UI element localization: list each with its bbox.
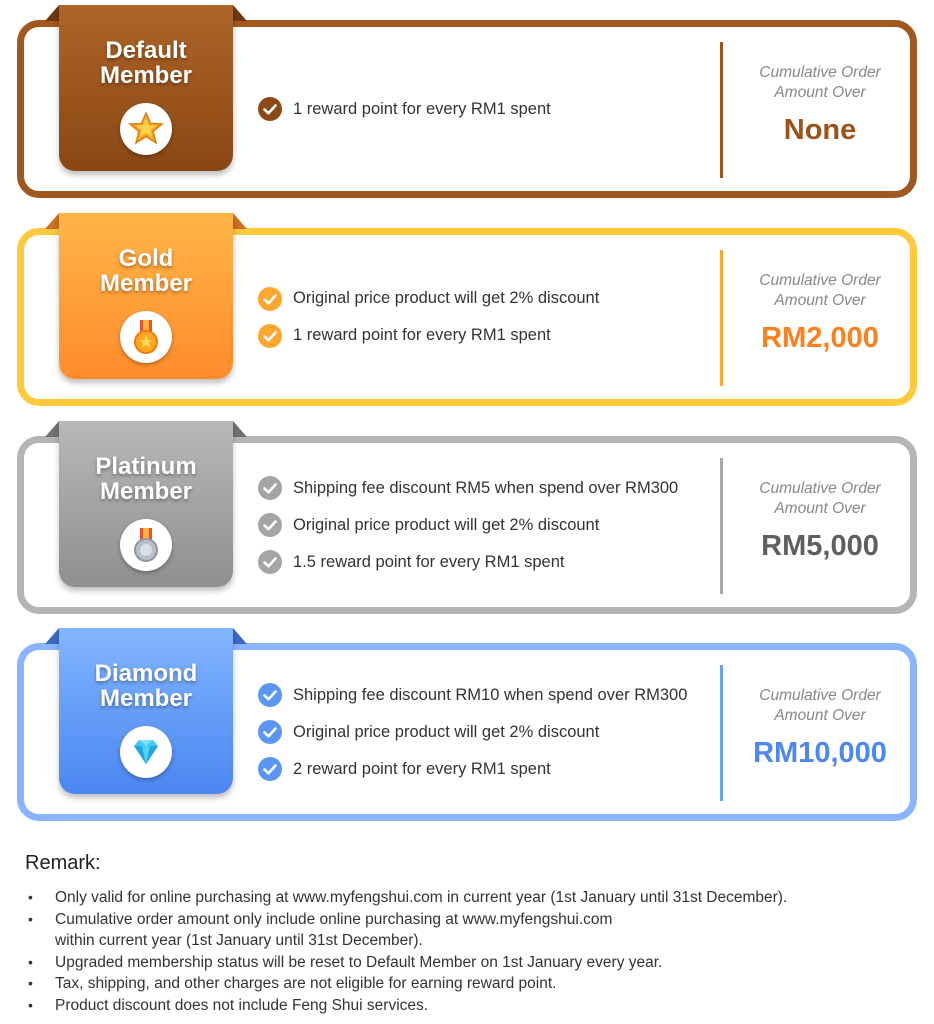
benefit-item: [258, 280, 718, 317]
divider: [720, 250, 723, 386]
tab-ear-left: [45, 628, 59, 644]
tier-name: Diamond Member: [94, 660, 198, 712]
benefit-text: Original price product will get 2% discount: [293, 289, 600, 307]
cumulative-label: Cumulative Order Amount Over: [759, 687, 881, 724]
remark-item: [25, 887, 925, 909]
benefit-text: Original price product will get 2% discount: [293, 515, 600, 534]
benefit-list: [258, 208, 718, 408]
tier-platinum: [0, 416, 934, 616]
cumulative-label: Cumulative Order Amount Over: [759, 64, 881, 101]
platinum-medal-icon: [120, 519, 172, 571]
diamond-icon: [120, 726, 172, 778]
remark-list: [25, 887, 925, 1016]
star-medal-icon: [120, 103, 172, 155]
tier-default: [0, 0, 934, 200]
benefit-text: 1.5 reward point for every RM1 spent: [293, 552, 565, 571]
benefit-item: [258, 91, 718, 128]
check-icon: [258, 97, 282, 121]
check-icon: [258, 757, 282, 781]
divider: [720, 665, 723, 801]
benefit-list: [258, 623, 718, 823]
tab-ear-left: [45, 5, 59, 21]
gold-medal-icon: [120, 311, 172, 363]
tier-diamond: [0, 623, 934, 823]
tier-name: Gold Member: [99, 245, 193, 297]
tier-name: Platinum Member: [95, 453, 197, 505]
benefit-text: 1 reward point for every RM1 spent: [293, 99, 551, 118]
tab-ear-left: [45, 421, 59, 437]
tier-badge: [59, 5, 233, 171]
check-icon: [258, 476, 282, 500]
threshold-amount: RM10,000: [753, 737, 887, 769]
benefit-item: [258, 751, 718, 788]
remark-item: [25, 995, 925, 1017]
check-icon: [258, 513, 282, 537]
check-icon: [258, 550, 282, 574]
remark-text: Tax, shipping, and other charges are not eligible for earning reward point.: [55, 975, 557, 992]
remark-subtext: within current year (1st January until 31st December).: [55, 932, 423, 949]
tab-ear-right: [233, 628, 247, 644]
benefit-text: 1 reward point for every RM1 spent: [293, 326, 551, 344]
benefit-item: [258, 317, 718, 354]
divider: [720, 42, 723, 178]
cumulative-label: Cumulative Order Amount Over: [759, 480, 881, 517]
remark-item: [25, 909, 925, 952]
remark-text: Product discount does not include Feng Shui services.: [55, 996, 429, 1014]
remark-item: [25, 952, 925, 974]
benefit-list: [258, 0, 718, 200]
tier-name: Default Member: [99, 37, 193, 89]
benefit-text: Original price product will get 2% discount: [293, 722, 600, 741]
remark-text: Cumulative order amount only include online purchasing at www.myfengshui.com: [55, 910, 613, 928]
tab-ear-left: [45, 213, 59, 229]
check-icon: [258, 720, 282, 744]
benefit-item: [258, 677, 718, 714]
tab-ear-right: [233, 5, 247, 21]
remark-title: Remark:: [25, 852, 101, 874]
remark-text: Upgraded membership status will be reset to Default Member on 1st January every year.: [55, 953, 663, 971]
tier-gold: [0, 208, 934, 408]
divider: [720, 458, 723, 594]
benefit-text: Shipping fee discount RM5 when spend over RM300: [293, 478, 679, 497]
benefit-list: [258, 416, 718, 616]
cumulative-label: Cumulative Order Amount Over: [759, 272, 881, 309]
check-icon: [258, 324, 282, 348]
threshold-amount: RM2,000: [761, 322, 879, 354]
benefit-item: [258, 544, 718, 581]
tab-ear-right: [233, 213, 247, 229]
remark-text: Only valid for online purchasing at www.myfengshui.com in current year (1st January until 31st December).: [55, 889, 788, 906]
remarks-section: [25, 852, 925, 1016]
remark-item: [25, 973, 925, 995]
benefit-text: 2 reward point for every RM1 spent: [293, 759, 551, 778]
threshold-amount: RM5,000: [761, 530, 879, 562]
benefit-text: Shipping fee discount RM10 when spend over RM300: [293, 685, 688, 704]
threshold-amount: None: [783, 114, 857, 146]
check-icon: [258, 683, 282, 707]
benefit-item: [258, 714, 718, 751]
tier-badge: [59, 628, 233, 794]
benefit-item: [258, 507, 718, 544]
check-icon: [258, 287, 282, 311]
tier-badge: [59, 213, 233, 379]
benefit-item: [258, 470, 718, 507]
tab-ear-right: [233, 421, 247, 437]
tier-badge: [59, 421, 233, 587]
